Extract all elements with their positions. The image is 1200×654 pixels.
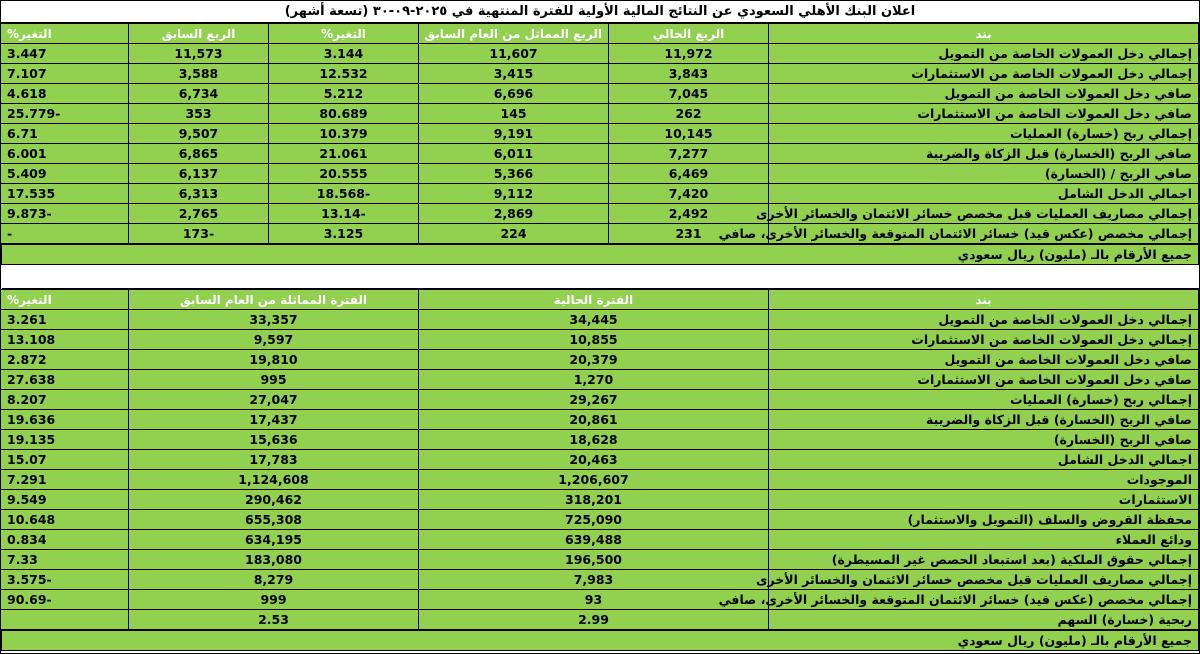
change-value: 7.33 (1, 550, 129, 570)
current-period-value: 1,206,607 (419, 470, 769, 490)
table-row (1, 310, 1199, 330)
note-row (2, 631, 1199, 651)
change-2-value: 6.001 (1, 144, 129, 164)
current-quarter-value: 262 (609, 104, 769, 124)
change-value: 15.07 (1, 450, 129, 470)
quarterly-results-table (0, 23, 1199, 244)
header-current-period: الفترة الحالية (419, 290, 769, 310)
current-period-value: 20,861 (419, 410, 769, 430)
previous-quarter-value: 6,734 (129, 84, 269, 104)
change-1-value: 10.379 (269, 124, 419, 144)
same-quarter-prev-year-value: 145 (419, 104, 609, 124)
table-row (1, 450, 1199, 470)
row-item-label: صافي الربح (الخسارة) قبل الزكاة والضريبة (769, 144, 1199, 164)
change-2-value: -25.779 (1, 104, 129, 124)
table-row (1, 104, 1199, 124)
section-gap (2, 265, 1199, 289)
row-item-label: إجمالي ربح (خسارة) العمليات (769, 124, 1199, 144)
table-row (1, 124, 1199, 144)
change-2-value: 17.535 (1, 184, 129, 204)
units-note: جميع الأرقام بالـ (مليون) ريال سعودي (2, 631, 1199, 651)
header-item: بند (769, 290, 1199, 310)
change-value: 7.291 (1, 470, 129, 490)
change-value (1, 610, 129, 630)
same-period-prev-year-value: 17,783 (129, 450, 419, 470)
change-1-value: 21.061 (269, 144, 419, 164)
table-row (1, 64, 1199, 84)
same-quarter-prev-year-value: 3,415 (419, 64, 609, 84)
current-quarter-value: 7,277 (609, 144, 769, 164)
previous-quarter-value: 6,313 (129, 184, 269, 204)
same-period-prev-year-value: 9,597 (129, 330, 419, 350)
change-1-value: -13.14 (269, 204, 419, 224)
row-item-label: صافي الربح / (الخسارة) (769, 164, 1199, 184)
table-header-row (1, 24, 1199, 44)
row-item-label: إجمالي ربح (خسارة) العمليات (769, 390, 1199, 410)
table-row (1, 350, 1199, 370)
row-item-label: صافي دخل العمولات الخاصة من التمويل (769, 350, 1199, 370)
current-period-value: 20,463 (419, 450, 769, 470)
previous-quarter-value: 11,573 (129, 44, 269, 64)
table-row (1, 510, 1199, 530)
row-item-label: إجمالي دخل العمولات الخاصة من التمويل (769, 44, 1199, 64)
period-note-table (1, 630, 1199, 651)
current-period-value: 93 (419, 590, 769, 610)
header-same-period-prev-year: الفترة المماثلة من العام السابق (129, 290, 419, 310)
row-item-label: إجمالي دخل العمولات الخاصة من التمويل (769, 310, 1199, 330)
current-quarter-value: 7,045 (609, 84, 769, 104)
table-row (1, 330, 1199, 350)
previous-quarter-value: 3,588 (129, 64, 269, 84)
row-item-label: صافي دخل العمولات الخاصة من التمويل (769, 84, 1199, 104)
table-row (1, 84, 1199, 104)
row-item-label: الاستثمارات (769, 490, 1199, 510)
current-period-value: 725,090 (419, 510, 769, 530)
row-item-label: إجمالي دخل العمولات الخاصة من الاستثمارات (769, 330, 1199, 350)
row-item-label: إجمالي حقوق الملكية (بعد استبعاد الحصص غير المسيطرة) (769, 550, 1199, 570)
row-item-label: صافي دخل العمولات الخاصة من الاستثمارات (769, 104, 1199, 124)
table-row (1, 370, 1199, 390)
period-results-table (0, 289, 1199, 630)
change-1-value: 20.555 (269, 164, 419, 184)
table-row (1, 204, 1199, 224)
current-quarter-value: 10,145 (609, 124, 769, 144)
current-period-value: 639,488 (419, 530, 769, 550)
row-item-label: اجمالي الدخل الشامل (769, 450, 1199, 470)
table-row (1, 470, 1199, 490)
current-quarter-value: 2,492 (609, 204, 769, 224)
change-1-value: -18.568 (269, 184, 419, 204)
previous-quarter-value: -173 (129, 224, 269, 244)
current-period-value: 34,445 (419, 310, 769, 330)
row-item-label: اجمالي الدخل الشامل (769, 184, 1199, 204)
table-row (1, 570, 1199, 590)
note-row (2, 245, 1199, 265)
change-value: -90.69 (1, 590, 129, 610)
row-item-label: إجمالي مخصص (عكس قيد) خسائر الائتمان المتوقعة والخسائر الأخرى، صافي (769, 224, 1199, 244)
change-1-value: 5.212 (269, 84, 419, 104)
previous-quarter-value: 353 (129, 104, 269, 124)
table-row (1, 184, 1199, 204)
change-2-value: - (1, 224, 129, 244)
current-quarter-value: 11,972 (609, 44, 769, 64)
table-row (1, 550, 1199, 570)
table-row (1, 590, 1199, 610)
same-period-prev-year-value: 17,437 (129, 410, 419, 430)
same-period-prev-year-value: 995 (129, 370, 419, 390)
row-item-label: إجمالي مصاريف العمليات قبل مخصص خسائر الائتمان والخسائر الأخرى (769, 570, 1199, 590)
change-2-value: 4.618 (1, 84, 129, 104)
current-period-value: 18,628 (419, 430, 769, 450)
current-period-value: 1,270 (419, 370, 769, 390)
same-period-prev-year-value: 1,124,608 (129, 470, 419, 490)
current-quarter-value: 3,843 (609, 64, 769, 84)
row-item-label: صافي الربح (الخسارة) (769, 430, 1199, 450)
same-quarter-prev-year-value: 11,607 (419, 44, 609, 64)
change-value: 2.872 (1, 350, 129, 370)
current-period-value: 29,267 (419, 390, 769, 410)
table-row (1, 530, 1199, 550)
current-period-value: 2.99 (419, 610, 769, 630)
header-current-quarter: الربع الحالي (609, 24, 769, 44)
same-quarter-prev-year-value: 5,366 (419, 164, 609, 184)
same-period-prev-year-value: 15,636 (129, 430, 419, 450)
current-period-value: 10,855 (419, 330, 769, 350)
same-period-prev-year-value: 2.53 (129, 610, 419, 630)
table-row (1, 610, 1199, 630)
change-value: 10.648 (1, 510, 129, 530)
row-item-label: ودائع العملاء (769, 530, 1199, 550)
units-note: جميع الأرقام بالـ (مليون) ريال سعودي (2, 245, 1199, 265)
row-item-label: صافي دخل العمولات الخاصة من الاستثمارات (769, 370, 1199, 390)
row-item-label: إجمالي مخصص (عكس قيد) خسائر الائتمان المتوقعة والخسائر الأخرى، صافي (769, 590, 1199, 610)
current-quarter-value: 7,420 (609, 184, 769, 204)
current-period-value: 7,983 (419, 570, 769, 590)
change-2-value: 5.409 (1, 164, 129, 184)
same-quarter-prev-year-value: 6,696 (419, 84, 609, 104)
table-row (1, 44, 1199, 64)
quarterly-note-table (1, 244, 1199, 289)
change-1-value: 80.689 (269, 104, 419, 124)
previous-quarter-value: 6,865 (129, 144, 269, 164)
header-previous-quarter: الربع السابق (129, 24, 269, 44)
same-quarter-prev-year-value: 2,869 (419, 204, 609, 224)
row-item-label: صافي الربح (الخسارة) قبل الزكاة والضريبة (769, 410, 1199, 430)
change-value: 9.549 (1, 490, 129, 510)
current-period-value: 196,500 (419, 550, 769, 570)
same-quarter-prev-year-value: 224 (419, 224, 609, 244)
change-value: -3.575 (1, 570, 129, 590)
table-row (1, 224, 1199, 244)
same-period-prev-year-value: 183,080 (129, 550, 419, 570)
change-1-value: 3.125 (269, 224, 419, 244)
change-value: 0.834 (1, 530, 129, 550)
row-item-label: إجمالي مصاريف العمليات قبل مخصص خسائر الائتمان والخسائر الأخرى (769, 204, 1199, 224)
same-period-prev-year-value: 19,810 (129, 350, 419, 370)
same-quarter-prev-year-value: 6,011 (419, 144, 609, 164)
change-2-value: 7.107 (1, 64, 129, 84)
current-quarter-value: 231 (609, 224, 769, 244)
change-value: 19.135 (1, 430, 129, 450)
previous-quarter-value: 9,507 (129, 124, 269, 144)
table-row (1, 410, 1199, 430)
change-2-value: -9.873 (1, 204, 129, 224)
table-row (1, 390, 1199, 410)
current-period-value: 20,379 (419, 350, 769, 370)
table-row (1, 144, 1199, 164)
change-value: 8.207 (1, 390, 129, 410)
change-value: 3.261 (1, 310, 129, 330)
same-period-prev-year-value: 8,279 (129, 570, 419, 590)
current-quarter-value: 6,469 (609, 164, 769, 184)
page-title: اعلان البنك الأهلي السعودي عن النتائج المالية الأولية للفترة المنتهية في ٢٠٢٥-٠٩-٣٠ (تسعة أشهر) (1, 1, 1199, 23)
same-period-prev-year-value: 655,308 (129, 510, 419, 530)
change-1-value: 12.532 (269, 64, 419, 84)
previous-quarter-value: 2,765 (129, 204, 269, 224)
header-change: التغير% (1, 290, 129, 310)
current-period-value: 318,201 (419, 490, 769, 510)
header-same-quarter-prev-year: الربع المماثل من العام السابق (419, 24, 609, 44)
row-item-label: ربحية (خسارة) السهم (769, 610, 1199, 630)
same-quarter-prev-year-value: 9,112 (419, 184, 609, 204)
header-item: بند (769, 24, 1199, 44)
same-period-prev-year-value: 634,195 (129, 530, 419, 550)
change-2-value: 3.447 (1, 44, 129, 64)
row-item-label: محفظة القروض والسلف (التمويل والاستثمار) (769, 510, 1199, 530)
row-item-label: إجمالي دخل العمولات الخاصة من الاستثمارات (769, 64, 1199, 84)
change-1-value: 3.144 (269, 44, 419, 64)
same-period-prev-year-value: 27,047 (129, 390, 419, 410)
header-change-1: التغير% (269, 24, 419, 44)
row-item-label: الموجودات (769, 470, 1199, 490)
same-quarter-prev-year-value: 9,191 (419, 124, 609, 144)
change-value: 13.108 (1, 330, 129, 350)
change-value: 19.636 (1, 410, 129, 430)
table-row (1, 430, 1199, 450)
header-change-2: التغير% (1, 24, 129, 44)
change-2-value: 6.71 (1, 124, 129, 144)
previous-quarter-value: 6,137 (129, 164, 269, 184)
same-period-prev-year-value: 33,357 (129, 310, 419, 330)
table-row (1, 164, 1199, 184)
table-header-row (1, 290, 1199, 310)
same-period-prev-year-value: 290,462 (129, 490, 419, 510)
change-value: 27.638 (1, 370, 129, 390)
table-row (1, 490, 1199, 510)
same-period-prev-year-value: 999 (129, 590, 419, 610)
